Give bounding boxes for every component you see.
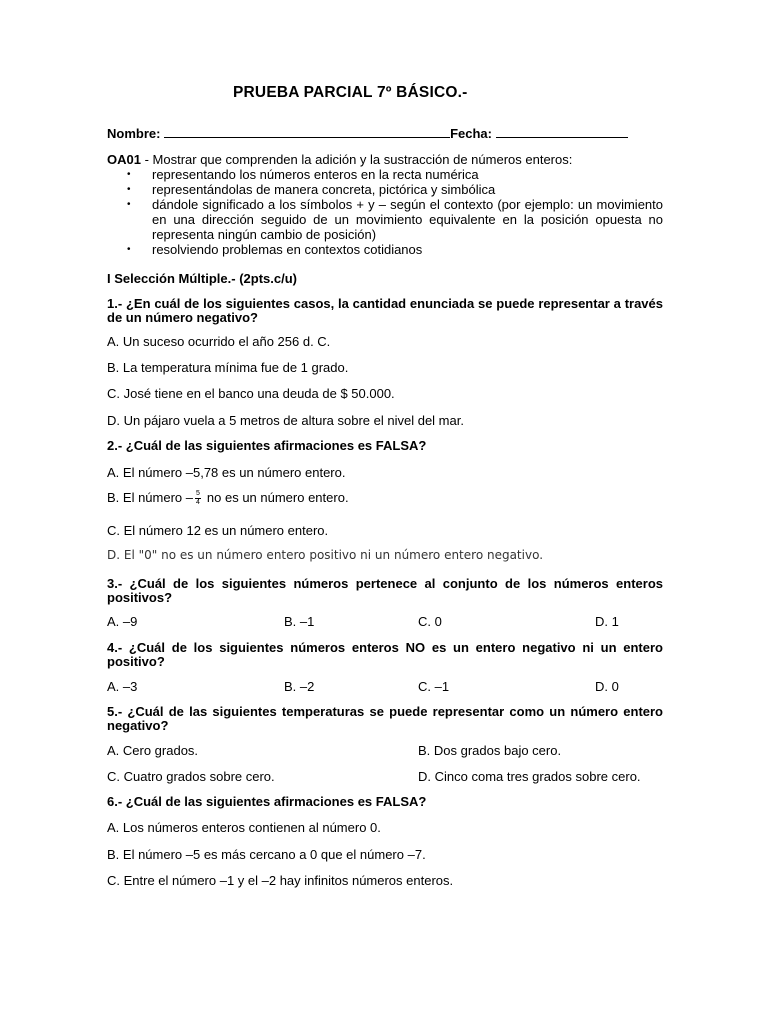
q2-option-d[interactable]: D. El "0" no es un número entero positivo ni un número entero negativo. — [107, 548, 544, 562]
objective-bullets — [107, 167, 663, 257]
fecha-label: Fecha: — [450, 126, 492, 141]
fraction: $\frac{5}{4}$ — [196, 490, 200, 507]
q4-option-b[interactable]: B. –2 — [284, 679, 315, 694]
bullet-dot-icon: • — [127, 169, 131, 180]
q5-option-c[interactable]: C. Cuatro grados sobre cero. — [107, 769, 275, 784]
question-5: 5.- ¿Cuál de las siguientes temperaturas se puede representar como un número entero negativo? — [107, 704, 663, 733]
q6-option-a[interactable]: A. Los números enteros contienen al número 0. — [107, 820, 381, 835]
nombre-field[interactable] — [164, 126, 450, 138]
name-date-row — [107, 126, 628, 141]
question-3: 3.- ¿Cuál de los siguientes números pertenece al conjunto de los números enteros positivos? — [107, 576, 663, 605]
q3-option-a[interactable]: A. –9 — [107, 614, 138, 629]
q3-option-c[interactable]: C. 0 — [418, 614, 442, 629]
q3-option-b[interactable]: B. –1 — [284, 614, 315, 629]
question-1: 1.- ¿En cuál de los siguientes casos, la cantidad enunciada se puede representar a través de un número negativo? — [107, 296, 663, 325]
objective-code: OA01 — [107, 152, 141, 167]
objective-text: - Mostrar que comprenden la adición y la sustracción de números enteros: — [140, 152, 573, 167]
q6-option-b[interactable]: B. El número –5 es más cercano a 0 que el número –7. — [107, 847, 426, 862]
objective-block — [107, 152, 663, 257]
q5-option-b[interactable]: B. Dos grados bajo cero. — [418, 743, 562, 758]
q4-option-d[interactable]: D. 0 — [595, 679, 619, 694]
q1-option-d[interactable]: D. Un pájaro vuela a 5 metros de altura sobre el nivel del mar. — [107, 413, 464, 428]
q2-option-c[interactable]: C. El número 12 es un número entero. — [107, 523, 329, 538]
q5-option-a[interactable]: A. Cero grados. — [107, 743, 199, 758]
q1-option-c[interactable]: C. José tiene en el banco una deuda de $ 50.000. — [107, 386, 395, 401]
bullet-dot-icon: • — [127, 244, 131, 255]
objective-bullet: • dándole significado a los símbolos + y – según el contexto (por ejemplo: un movimiento en una dirección seguido de un movimiento equivalente en la posición opuesta no representa ningún cambio de posición) — [127, 197, 663, 242]
q2-option-b[interactable]: B. El número – $\frac{5}{4}$ no es un número entero. — [107, 490, 349, 507]
q4-option-a[interactable]: A. –3 — [107, 679, 138, 694]
question-6: 6.- ¿Cuál de las siguientes afirmaciones es FALSA? — [107, 794, 427, 809]
q4-option-c[interactable]: C. –1 — [418, 679, 450, 694]
q6-option-c[interactable]: C. Entre el número –1 y el –2 hay infinitos números enteros. — [107, 873, 454, 888]
objective-bullet: • resolviendo problemas en contextos cotidianos — [127, 242, 423, 257]
q1-option-a[interactable]: A. Un suceso ocurrido el año 256 d. C. — [107, 334, 331, 349]
q1-option-b[interactable]: B. La temperatura mínima fue de 1 grado. — [107, 360, 349, 375]
question-2: 2.- ¿Cuál de las siguientes afirmaciones es FALSA? — [107, 438, 427, 453]
nombre-label: Nombre: — [107, 126, 161, 141]
section-title: I Selección Múltiple.- (2pts.c/u) — [107, 271, 297, 286]
page-title: PRUEBA PARCIAL 7º BÁSICO.- — [233, 84, 468, 101]
question-4: 4.- ¿Cuál de los siguientes números enteros NO es un entero negativo ni un entero positivo? — [107, 640, 663, 669]
bullet-dot-icon: • — [127, 184, 131, 195]
fecha-field[interactable] — [496, 126, 628, 138]
q5-option-d[interactable]: D. Cinco coma tres grados sobre cero. — [418, 769, 641, 784]
q3-option-d[interactable]: D. 1 — [595, 614, 619, 629]
objective-bullet: • representándolas de manera concreta, pictórica y simbólica — [127, 182, 496, 197]
objective-bullet: • representando los números enteros en la recta numérica — [127, 167, 479, 182]
bullet-dot-icon: • — [127, 199, 131, 210]
q2-option-a[interactable]: A. El número –5,78 es un número entero. — [107, 465, 346, 480]
